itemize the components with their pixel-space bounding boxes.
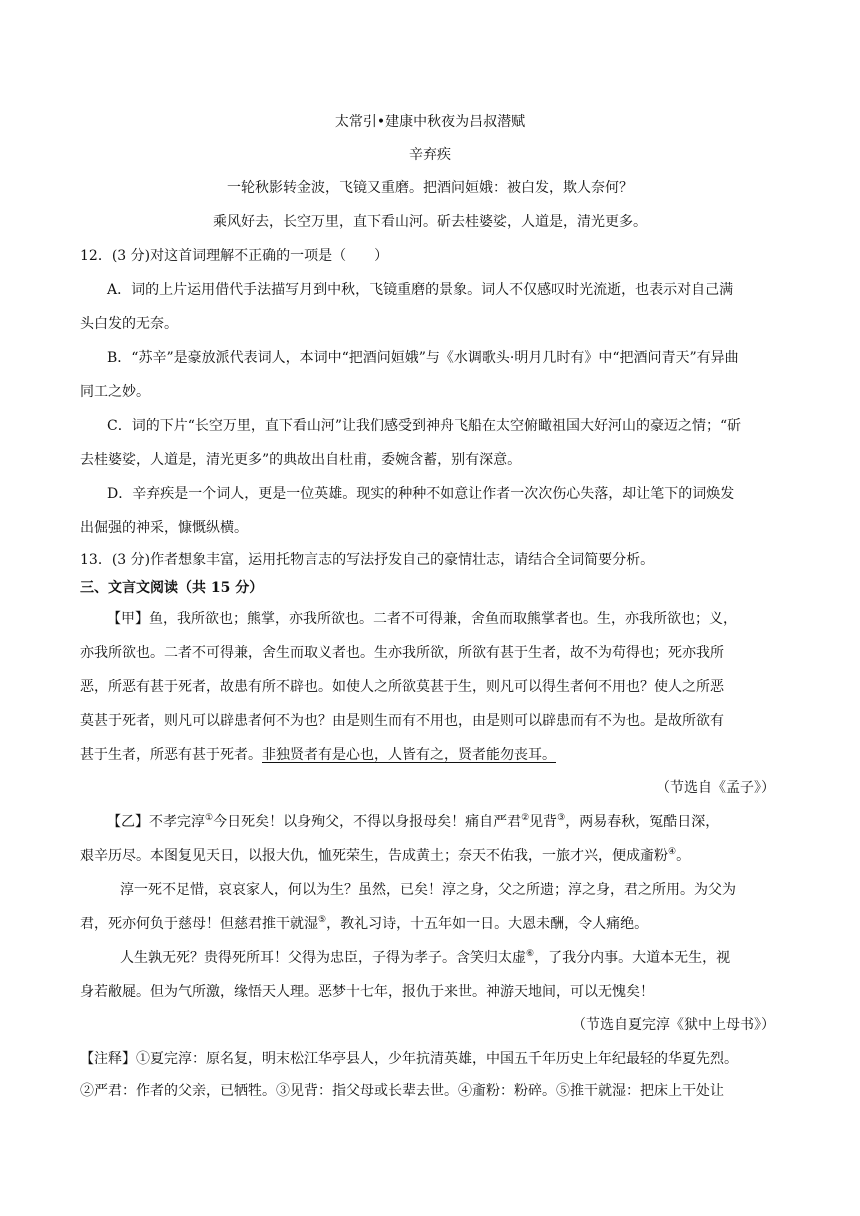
option-c-line-2: 去桂婆娑，人道是，清光更多”的典故出自杜甫，委婉含蓄，别有深意。: [80, 452, 522, 468]
poem-author: 辛弃疾: [409, 147, 451, 163]
question-12-stem: 12．(3 分)对这首词理解不正确的一项是（ ）: [80, 248, 389, 264]
passage-yi-text: 。: [676, 848, 691, 864]
passage-jia-line-5: [80, 745, 556, 765]
option-d-line-1: D．辛弃疾是一个词人，更是一位英雄。现实的种种不如意让作者一次次伤心失落，却让笔下的词焕发: [107, 486, 735, 502]
passage-yi-text: 【乙】不孝完淳: [107, 814, 205, 830]
poem-title: 太常引•建康中秋夜为吕叔潜赋: [334, 114, 526, 130]
passage-yi-source: （节选自夏完淳《狱中上母书》）: [572, 1017, 775, 1033]
passage-yi-text: 今日死矣！以身殉父，不得以身报母矣！痛自严君: [213, 814, 522, 830]
note-ref-3: ③: [557, 813, 566, 823]
poem-line-1: 一轮秋影转金波，飞镜又重磨。把酒问姮娥：被白发，欺人奈何？: [227, 180, 633, 196]
passage-yi-line-3: 淳一死不足惜，哀哀家人，何以为生？虽然，已矣！淳之身，父之所遗；淳之身，君之所用。为父为: [120, 882, 736, 898]
note-ref-2: ②: [521, 813, 530, 823]
passage-yi-line-5: [120, 948, 730, 968]
poem-line-2: 乘风好去，长空万里，直下看山河。斫去桂婆娑，人道是，清光更多。: [213, 214, 647, 230]
passage-yi-line-2: [80, 846, 690, 866]
passage-yi-text: ，了我分内事。大道本无生，视: [534, 950, 731, 966]
note-ref-1: ①: [205, 813, 214, 823]
passage-jia-source: （节选自《孟子》）: [656, 780, 775, 796]
option-c-line-1: C．词的下片“长空万里，直下看山河”让我们感受到神舟飞船在太空俯瞰祖国大好河山的豪迈之情；“斫: [107, 418, 742, 434]
option-a-line-1: A．词的上片运用借代手法描写月到中秋，飞镜重磨的景象。词人不仅感叹时光流逝，也表示对自己满: [107, 282, 734, 298]
notes-line-2: ②严君：作者的父亲，已牺牲。③见背：指父母或长辈去世。④齑粉：粉碎。⑤推干就湿：把床上干处让: [80, 1083, 724, 1099]
option-a-line-2: 头白发的无奈。: [80, 316, 178, 332]
note-ref-6: ⑥: [526, 949, 535, 959]
passage-yi-text: 人生孰无死？贵得死所耳！父得为忠臣，子得为孝子。含笑归太虚: [120, 950, 526, 966]
passage-yi-text: 艰辛历尽。本图复见天日，以报大仇，恤死荣生，告成黄土；奈天不佑我，一旅才兴，便成齑粉: [80, 848, 668, 864]
passage-jia-text: 甚于生者，所恶有甚于死者。: [80, 747, 262, 763]
passage-yi-text: ，两易春秋，冤酷日深，: [565, 814, 720, 830]
section-heading: 三、文言文阅读（共 15 分）: [80, 580, 264, 596]
question-13: 13．(3 分)作者想象丰富，运用托物言志的写法抒发自己的豪情壮志，请结合全词简要分析。: [80, 552, 655, 568]
passage-jia-line-2: 亦我所欲也。二者不可得兼，舍生而取义者也。生亦我所欲，所欲有甚于生者，故不为苟得也；死亦我所: [80, 645, 724, 661]
passage-jia-line-4: 莫甚于死者，则凡可以辟患者何不为也？由是则生而有不用也，由是则可以辟患而有不为也。是故所欲有: [80, 713, 724, 729]
note-ref-4: ④: [668, 847, 677, 857]
passage-yi-line-4: [80, 914, 648, 934]
passage-yi-text: ，教礼习诗，十五年如一日。大恩未酬，令人痛绝。: [326, 916, 649, 932]
passage-jia-line-3: 恶，所恶有甚于死者，故患有所不辟也。如使人之所欲莫甚于生，则凡可以得生者何不用也？使人之所恶: [80, 679, 724, 695]
passage-yi-text: 见背: [529, 814, 558, 830]
option-b-line-1: B．“苏辛”是豪放派代表词人，本词中“把酒问姮娥”与《水调歌头·明月几时有》中“把酒问青天”有异曲: [107, 350, 739, 366]
passage-jia-line-1: 【甲】鱼，我所欲也；熊掌，亦我所欲也。二者不可得兼，舍鱼而取熊掌者也。生，亦我所欲也；义，: [107, 611, 737, 627]
passage-yi-line-6: 身若敝屣。但为气所激，缘悟天人理。恶梦十七年，报仇于来世。神游天地间，可以无愧矣！: [80, 984, 654, 1000]
option-b-line-2: 同工之妙。: [80, 384, 150, 400]
passage-yi-text: 君，死亦何负于慈母！但慈君推干就湿: [80, 916, 318, 932]
underlined-sentence: 非独贤者有是心也，人皆有之，贤者能勿丧耳。: [262, 747, 556, 763]
passage-yi-line-1: [107, 812, 719, 832]
option-d-line-2: 出倔强的神采，慷慨纵横。: [80, 520, 248, 536]
notes-line-1: 【注释】①夏完淳：原名复，明末松江华亭县人，少年抗清英雄，中国五千年历史上年纪最轻的华夏先烈。: [80, 1051, 738, 1067]
note-ref-5: ⑤: [318, 915, 327, 925]
